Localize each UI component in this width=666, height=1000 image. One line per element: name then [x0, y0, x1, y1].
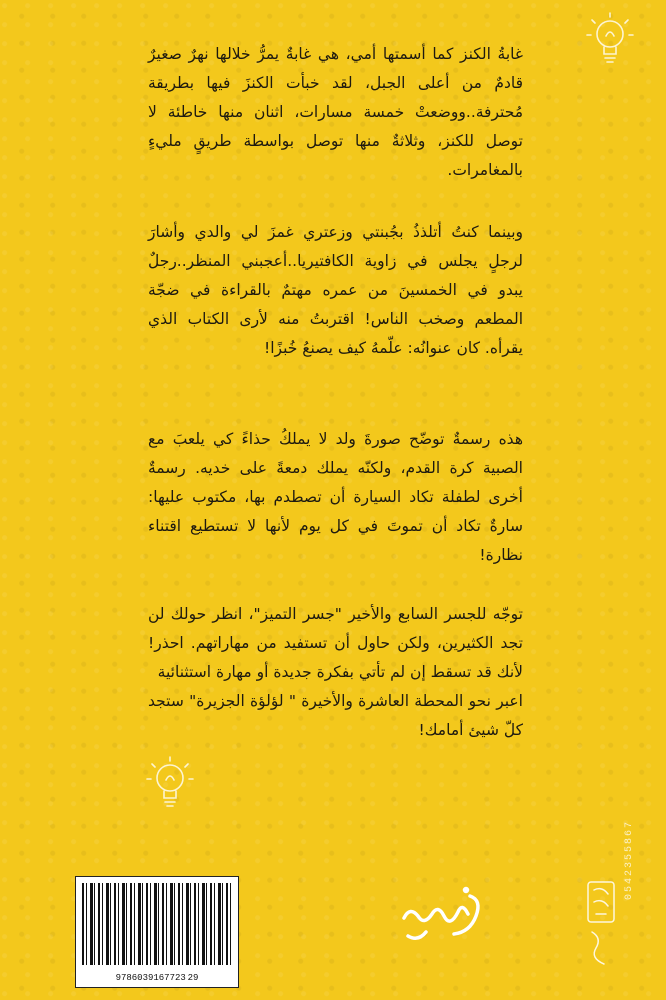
paragraph-text: وبينما كنتُ أتلذذُ بجُبنتي وزعتري غمزَ لي والدي وأشارَ لرجلٍ يجلس في زاوية الكافتيريا..أعجبني المنظر..رجلٌ يبدو في الخمسينَ من عمره مهتمٌ بالقراءة في ضجّة المطعم وصخب الناس! اقتربتُ منه لأرى الكتاب الذي يقرأه. كان عنوانُه: علّمهُ كيف يصنعُ خُبزًا! [148, 223, 523, 357]
paragraph-drawings [148, 425, 523, 570]
paragraph-treasure-forest [148, 40, 523, 185]
lightbulb-icon [142, 752, 198, 814]
paragraph-bridge [148, 600, 523, 745]
isbn-number: 9786039167723 29 [115, 973, 199, 983]
barcode-bars [82, 883, 232, 965]
vertical-code: 0542355867 [624, 820, 635, 901]
author-signature-stamp [582, 876, 622, 976]
paragraph-text: هذه رسمةٌ توضّح صورةَ ولد لا يملكُ حذاءً كي يلعبَ مع الصبية كرة القدم، ولكنّه يملك دمعةً على خديه. رسمةٌ أخرى لطفلة تكاد السيارة أن تصطدم بها، مكتوب عليها: سارةٌ تكاد أن تموتَ في كل يوم لأنها لا تستطيع اقتناء نظارة! [148, 430, 523, 564]
publisher-logo [396, 876, 492, 946]
isbn-barcode [75, 876, 239, 988]
paragraph-text: غابةُ الكنز كما أسمتها أمي، هي غابةٌ يمرُّ خلالها نهرٌ صغيرٌ قادمٌ من أعلى الجبل، لقد خبأت الكنزَ فيها بطريقة مُحترفة..ووضعتْ خمسة مسارات، اثنان منها خاطئة لا توصل للكنز، وثلاثةٌ منها توصل بواسطة طريقٍ مليءٍ بالمغامرات. [148, 45, 523, 179]
paragraph-text: توجّه للجسر السابع والأخير "جسر التميز"، انظر حولك لن تجد الكثيرين، ولكن حاول أن تستفيد من مهاراتهم. احذر! لأنك قد تسقط إن لم تأتي بفكرة جديدة أو مهارة استثنائية اعبر نحو المحطة العاشرة والأخيرة " لؤلؤة الجزيرة" ستجد كلّ شيئ أمامك! [148, 605, 523, 739]
lightbulb-icon [582, 8, 638, 70]
paragraph-cafeteria [148, 218, 523, 363]
